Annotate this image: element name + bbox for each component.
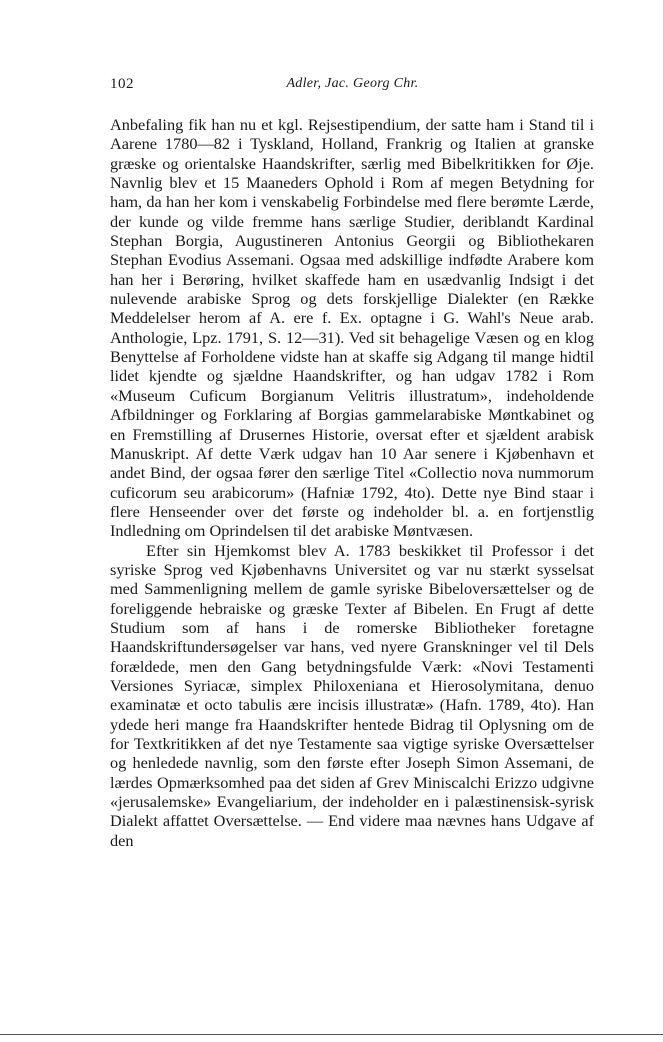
paragraph-1: Anbefaling fik han nu et kgl. Rejsestipendium, der satte ham i Stand til i Aarene 1780—82 i Tyskland, Holland, Frankrig og Italien at granske græske og orientalske Haandskrifter, særlig med Bibelkritikken for Øje. Navnlig blev et 15 Maaneders Ophold i Rom af megen Betydning for ham, da han her kom i venskabelig Forbindelse med flere berømte Lærde, der kunde og vilde fremme hans særlige Studier, deriblandt Kardinal Stephan Borgia, Augustineren Antonius Georgii og Bibliothekaren Stephan Evodius Assemani. Ogsaa med adskillige indfødte Arabere kom han her i Berøring, hvilket skaffede ham en usædvanlig Indsigt i det nulevende arabiske Sprog og dets forskjellige Dialekter (en Række Meddelelser herom af A. ere f. Ex. optagne i G. Wahl's Neue arab. Anthologie, Lpz. 1791, S. 12—31). Ved sit behagelige Væsen og en klog Benyttelse af Forholdene vidste han at skaffe sig Adgang til mange hidtil lidet kjendte og sjældne Haandskrifter, og han udgav 1782 i Rom «Museum Cuficum Borgianum Velitris illustratum», indeholdende Afbildninger og Forklaring af Borgias gammelarabiske Møntkabinet og en Fremstilling af Drusernes Historie, oversat efter et sjældent arabisk Manuskript. Af dette Værk udgav han 10 Aar senere i Kjøbenhavn et andet Bind, der ogsaa fører den særlige Titel «Collectio nova nummorum cuficorum seu arabicorum» (Hafniæ 1792, 4to). Dette nye Bind staar i flere Henseender over det første og indeholder bl. a. en fortjenstlig Indledning om Oprindelsen til det arabiske Møntvæsen. [110, 115, 594, 541]
page-header [110, 76, 595, 98]
page-number: 102 [110, 76, 134, 92]
running-title: Adler, Jac. Georg Chr. [286, 76, 419, 91]
body-text [110, 115, 594, 850]
paragraph-2: Efter sin Hjemkomst blev A. 1783 beskikket til Professor i det syriske Sprog ved Kjøbenhavns Universitet og var nu stærkt sysselsat med Sammenligning mellem de gamle syriske Bibeloversættelser og de foreliggende hebraiske og græske Texter af Bibelen. En Frugt af dette Studium som af hans i de romerske Bibliotheker foretagne Haandskriftundersøgelser var hans, ved nyere Granskninger vel til Dels forældede, men den Gang betydningsfulde Værk: «Novi Testamenti Versiones Syriacæ, simplex Philoxeniana et Hierosolymitana, denuo examinatæ et octo tabulis ære incisis illustratæ» (Hafn. 1789, 4to). Han ydede heri mange fra Haandskrifter hentede Bidrag til Oplysning om de for Textkritikken af det nye Testamente saa vigtige syriske Oversættelser og henledede navnlig, som den første efter Joseph Simon Assemani, de lærdes Opmærksomhed paa det siden af Grev Miniscalchi Erizzo udgivne «jerusalemske» Evangeliarium, der indeholder en i palæstinensisk-syrisk Dialekt affattet Oversættelse. — End videre maa nævnes hans Udgave af den [110, 540, 594, 850]
scan-bottom-edge [0, 1034, 664, 1035]
